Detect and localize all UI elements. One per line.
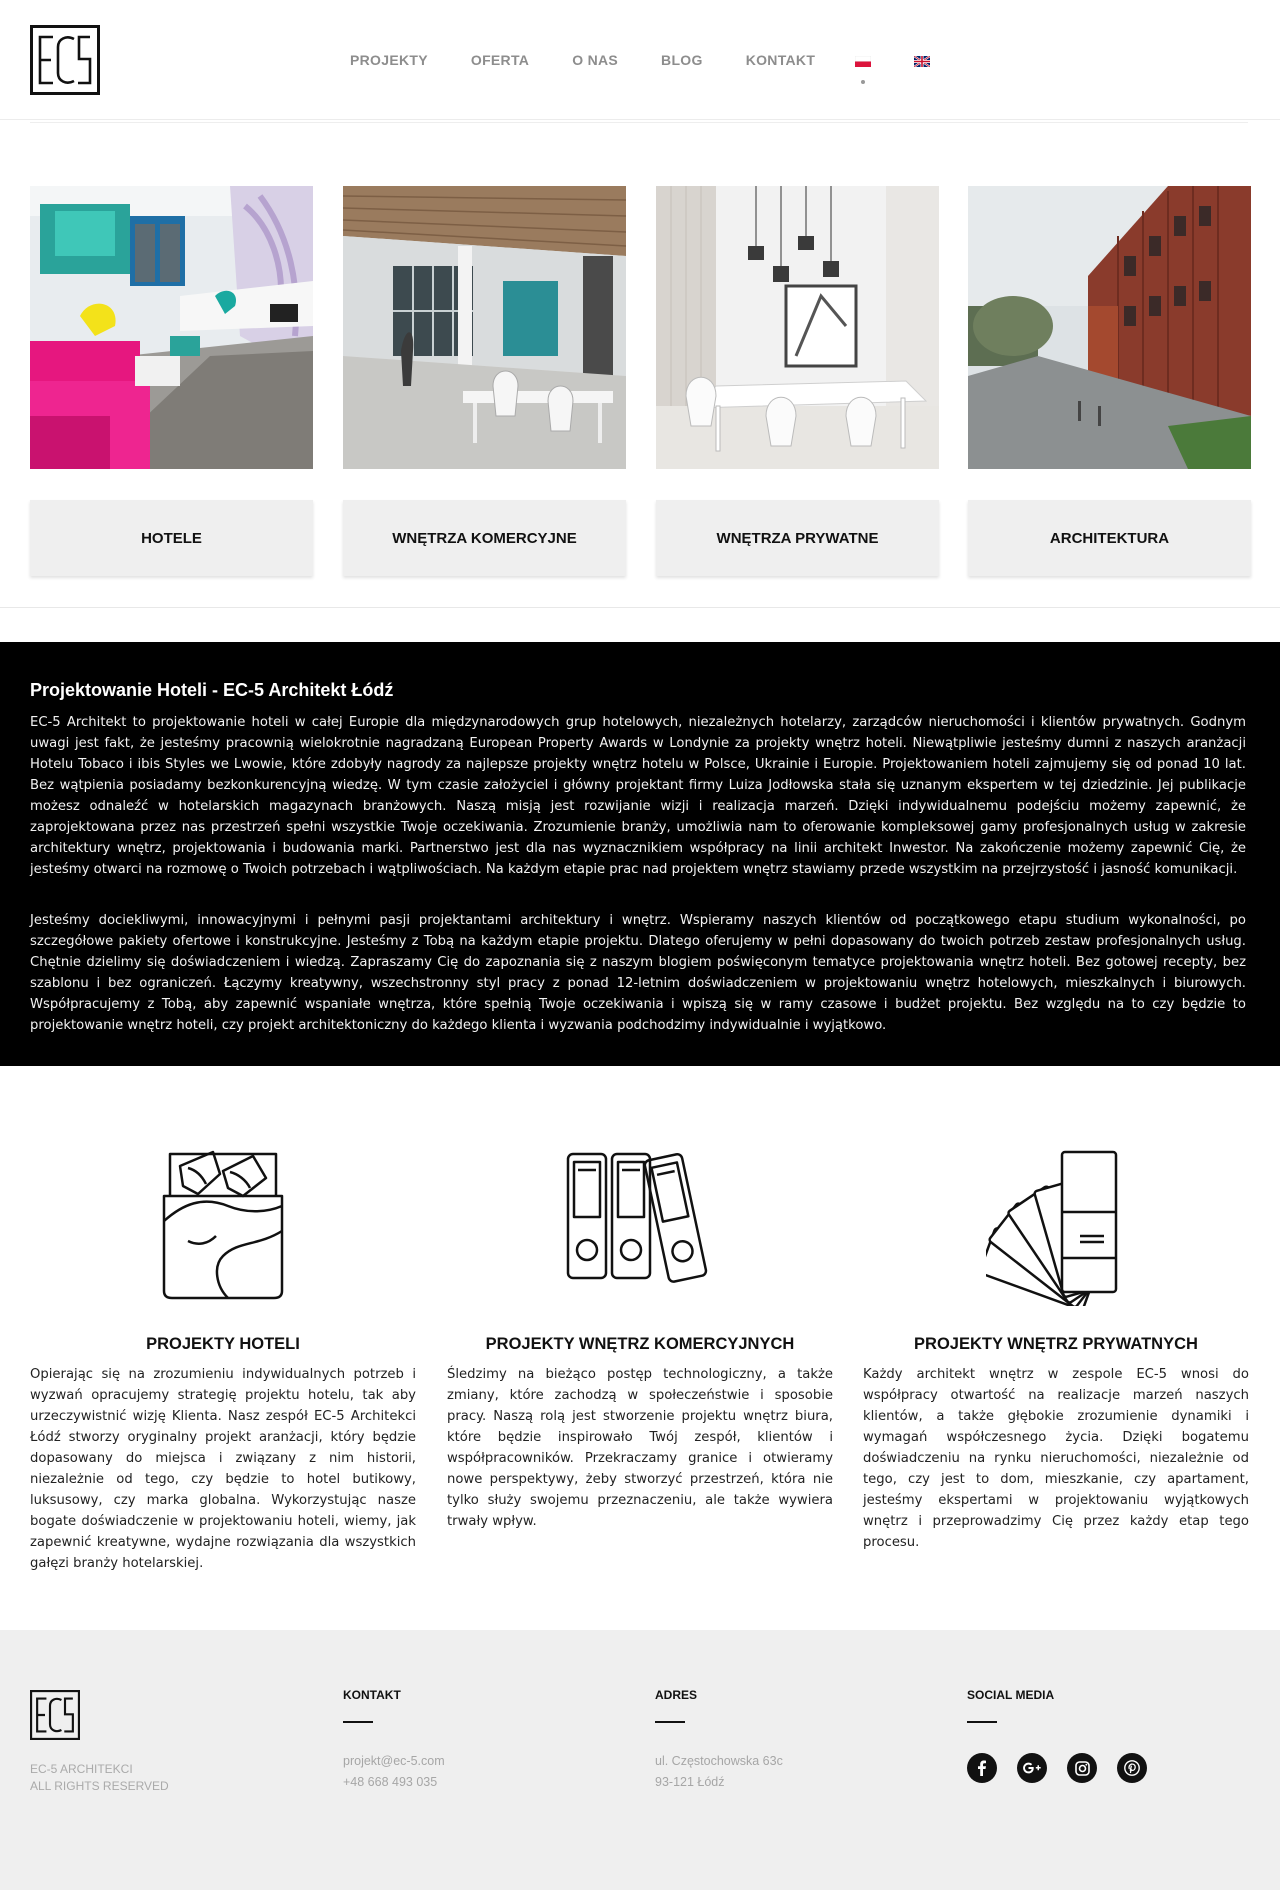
instagram-icon[interactable] bbox=[1067, 1753, 1097, 1783]
footer-rights: ALL RIGHTS RESERVED bbox=[30, 1779, 169, 1793]
category-card-wnetrza-komercyjne[interactable] bbox=[343, 186, 626, 576]
active-language-indicator bbox=[861, 80, 865, 84]
main-nav bbox=[350, 52, 858, 68]
service-text: Każdy architekt wnętrz w zespole EC-5 wnosi do współpracy otwartość na realizacje marzeń naszych klientów, a także głębokie zrozumienie dynamiki i wymagań współczesnego życia. Dzięki bogatemu doświadczeniu na rynku nieruchomości, niezależnie od tego, czy jest to dom, mieszkanie, czy apartament, jesteśmy ekspertami w projektowaniu wyjątkowych wnętrz i przeprowadzimy Cię przez każdy etap tego procesu. bbox=[863, 1367, 1249, 1550]
dining-room-photo bbox=[656, 186, 939, 469]
footer-social bbox=[967, 1688, 1217, 1783]
brick-building-photo bbox=[968, 186, 1251, 469]
service-title: PROJEKTY HOTELI bbox=[146, 1335, 300, 1353]
category-label[interactable]: WNĘTRZA PRYWATNE bbox=[656, 500, 939, 576]
gb-flag-icon[interactable] bbox=[914, 56, 930, 67]
bed-icon bbox=[158, 1146, 288, 1306]
ec5-logo[interactable] bbox=[30, 25, 100, 95]
intro-title: Projektowanie Hoteli - EC-5 Architekt Łódź bbox=[30, 680, 394, 700]
pl-flag-icon[interactable] bbox=[855, 56, 871, 67]
footer-contact bbox=[343, 1688, 593, 1793]
section-divider bbox=[0, 607, 1280, 608]
ec5-footer-logo[interactable] bbox=[30, 1690, 80, 1740]
service-title: PROJEKTY WNĘTRZ KOMERCYJNYCH bbox=[485, 1335, 795, 1353]
footer-phone-link[interactable]: +48 668 493 035 bbox=[343, 1775, 438, 1789]
footer-street: ul. Częstochowska 63c bbox=[655, 1754, 783, 1768]
category-label[interactable]: HOTELE bbox=[30, 500, 313, 576]
footer-contact-title: KONTAKT bbox=[343, 1688, 401, 1702]
footer-company: EC-5 ARCHITEKCI bbox=[30, 1762, 133, 1776]
footer-email-link[interactable]: projekt@ec-5.com bbox=[343, 1754, 445, 1768]
intro-paragraph: Jesteśmy dociekliwymi, innowacyjnymi i pełnymi pasji projektantami architektury i wnętrz. Wspieramy naszych klientów od początkowego etapu studium wykonalności, po szczegółowe pakiety ofertowe i konstrukcyjne. Jesteśmy z Tobą na każdym etapie projektu. Dlatego oferujemy w pełni dopasowany do twoich potrzeb zestaw profesjonalnych usług. Chętnie dzielimy się doświadczeniem i wiedzą. Zapraszamy Cię do zapoznania się z naszym blogiem poświęconym tematyce projektowania wnętrz hoteli. Bez gotowej recepty, bez szablonu i bez ograniczeń. Łączymy kreatywny, wszechstronny styl pracy z ponad 12-letnim doświadczeniem w projektowaniu wnętrz hotelowych, mieszkalnych i biurowych. Współpracujemy z Tobą, aby zapewnić wspaniałe wnętrza, które spełnią Twoje oczekiwania i wpiszą się w ramy czasowe i budżet projektu. Bez względu na to czy będzie to projektowanie wnętrz hoteli, czy projekt architektoniczny do każdego klienta i wyzwania podchodzimy indywidualnie i wyjątkowo. bbox=[30, 913, 1246, 1033]
header-divider bbox=[30, 122, 1248, 123]
nav-o-nas[interactable]: O NAS bbox=[572, 52, 619, 68]
intro-section bbox=[0, 642, 1280, 1066]
category-label[interactable]: WNĘTRZA KOMERCYJNE bbox=[343, 500, 626, 576]
category-card-wnetrza-prywatne[interactable] bbox=[656, 186, 939, 576]
pinterest-icon[interactable] bbox=[1117, 1753, 1147, 1783]
site-footer bbox=[0, 1630, 1280, 1890]
nav-blog[interactable]: BLOG bbox=[661, 52, 703, 68]
service-title: PROJEKTY WNĘTRZ PRYWATNYCH bbox=[914, 1335, 1198, 1353]
category-label[interactable]: ARCHITEKTURA bbox=[968, 500, 1251, 576]
swatch-fan-icon bbox=[986, 1146, 1126, 1306]
category-grid bbox=[30, 186, 1250, 578]
office-interior-photo bbox=[343, 186, 626, 469]
footer-address-title: ADRES bbox=[655, 1688, 698, 1702]
footer-title-underline bbox=[343, 1721, 373, 1723]
service-text: Śledzimy na bieżąco postęp technologiczny, a także zmiany, które zachodzą w społeczeństwie i sposobie pracy. Naszą rolą jest stworzenie projektu wnętrz biura, które będzie inspirowało Twój zespół, klientów i współpracowników. Przekraczamy granice i otwieramy nowe perspektywy, żeby stworzyć przestrzeń, która nie tylko służy swojemu przeznaczeniu, ale także wywiera trwały wpływ. bbox=[447, 1367, 833, 1529]
services-section bbox=[0, 1100, 1280, 1630]
facebook-icon[interactable] bbox=[967, 1753, 997, 1783]
nav-kontakt[interactable]: KONTAKT bbox=[745, 52, 816, 68]
footer-brand bbox=[30, 1761, 169, 1795]
site-header bbox=[0, 0, 1280, 120]
footer-title-underline bbox=[967, 1721, 997, 1723]
category-card-hotele[interactable] bbox=[30, 186, 313, 576]
nav-oferta[interactable]: OFERTA bbox=[470, 52, 530, 68]
binders-icon bbox=[560, 1146, 720, 1286]
google-plus-icon[interactable] bbox=[1017, 1753, 1047, 1783]
service-text: Opierając się na zrozumieniu indywidualnych potrzeb i wyzwań opracujemy strategię projektu hotelu, tak aby urzeczywistnić wizję Klienta. Nasz zespół EC-5 Architekci Łódź stworzy oryginalny projekt aranżacji, który będzie dopasowany do miejsca i związany z nim historii, niezależnie od tego, czy będzie to hotel butikowy, luksusowy, czy marka globalna. Wykorzystując nasze bogate doświadczenie w projektowaniu hoteli, wiemy, jak zapewnić kreatywne, wydajne rozwiązania dla wszystkich gałęzi branży hotelarskiej. bbox=[30, 1367, 416, 1571]
category-card-architektura[interactable] bbox=[968, 186, 1251, 576]
intro-paragraph: EC-5 Architekt to projektowanie hoteli w całej Europie dla międzynarodowych grup hotelowych, niezależnych hotelarzy, zarządców nieruchomości i klientów prywatnych. Godnym uwagi jest fakt, że jesteśmy pracownią wielokrotnie nagradzaną European Property Awards w Londynie za projekty wnętrz hoteli. Niewątpliwie jesteśmy dumni z naszych aranżacji Hotelu Tobaco i ibis Styles we Lwowie, które zdobyły nagrody za najlepsze projekty wnętrz hotelu w Polsce, Ukrainie i Europie. Projektowaniem hoteli zajmujemy się od ponad 10 lat. Bez wątpienia posiadamy bezkonkurencyjną wiedzę. W tym czasie założyciel i główny projektant firmy Luiza Jodłowska stała się uznanym ekspertem w tej dziedzinie. Jej publikacje możesz odnaleźć w hotelarskich magazynach branżowych. Naszą misją jest rozwijanie wizji i realizacja marzeń. Dzięki indywidualnemu podejściu możemy zapewnić, że zaprojektowana przez nas przestrzeń spełni wszystkie Twoje oczekiwania. Zrozumienie branży, umożliwia nam to oferowanie kompleksowej gamy profesjonalnych usług w zakresie architektury wnętrz, projektowania i budowania marki. Partnerstwo jest dla nas wyznacznikiem współpracy na linii architekt Inwestor. Na zakończenie możemy zapewnić Cię, że jesteśmy otwarci na rozmowę o Twoich potrzebach i wątpliwościach. Na każdym etapie prac nad projektem wnętrz stawiamy przede wszystkim na przejrzystość i jasność komunikacji. bbox=[30, 715, 1246, 877]
footer-title-underline bbox=[655, 1721, 685, 1723]
footer-city: 93-121 Łódź bbox=[655, 1775, 725, 1789]
footer-social-title: SOCIAL MEDIA bbox=[967, 1688, 1055, 1702]
nav-projekty[interactable]: PROJEKTY bbox=[350, 52, 428, 68]
hotel-lobby-photo bbox=[30, 186, 313, 469]
footer-address bbox=[655, 1688, 905, 1793]
